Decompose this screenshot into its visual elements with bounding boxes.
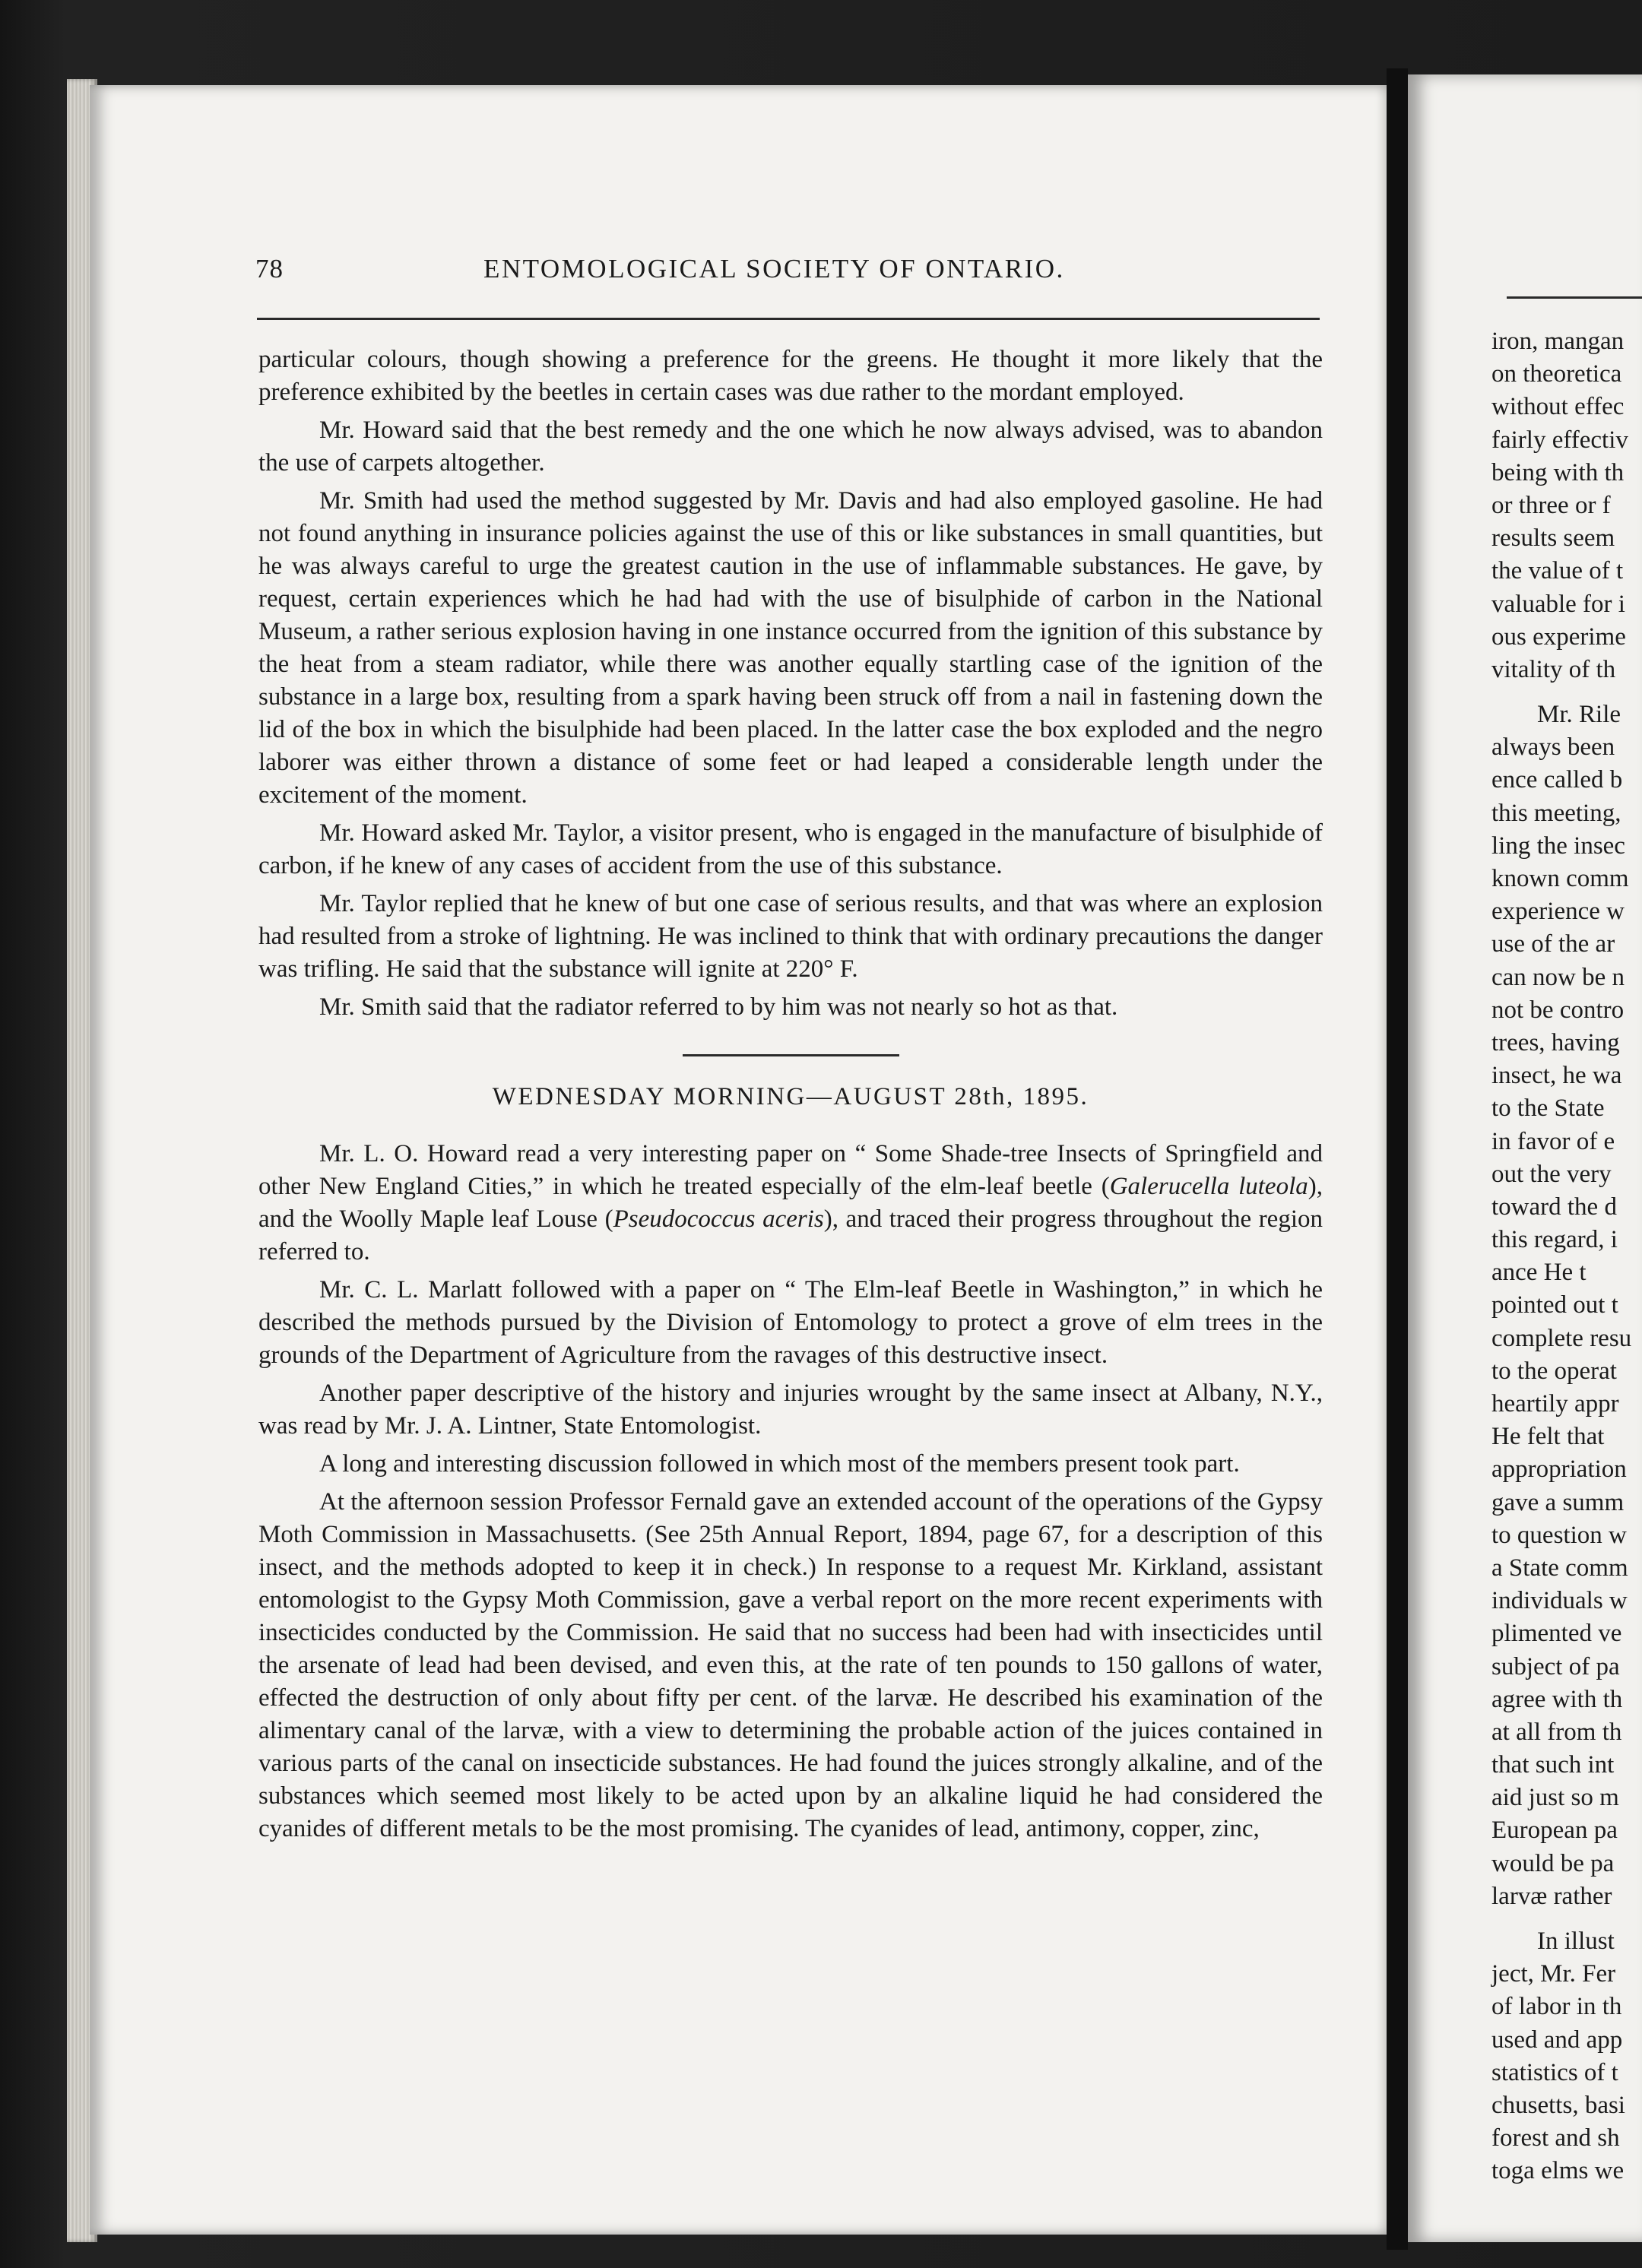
line: complete resu	[1491, 1324, 1632, 1352]
line: in favor of e	[1491, 1127, 1615, 1155]
paragraph-gap	[1491, 686, 1642, 698]
line: plimented ve	[1491, 1620, 1622, 1648]
line: insect, he wa	[1491, 1062, 1622, 1090]
section-title: WEDNESDAY MORNING—AUGUST 28th, 1895.	[492, 1083, 1089, 1110]
text-run: ), and traced their progress throughout the region referred to.	[258, 1205, 1323, 1265]
line: used and app	[1491, 2026, 1623, 2054]
line: vitality of th	[1491, 655, 1616, 683]
right-header-rule	[1507, 296, 1642, 299]
body-text	[258, 344, 1323, 1851]
line: always been	[1491, 733, 1615, 762]
line: on theoretica	[1491, 360, 1622, 388]
bottom-paragraphs	[258, 1138, 1323, 1845]
line: would be pa	[1491, 1849, 1615, 1877]
line: pointed out t	[1491, 1291, 1618, 1319]
line: toward the d	[1491, 1193, 1617, 1221]
text-run: ), and the Woolly Maple leaf Louse (	[258, 1173, 1323, 1233]
paragraph: Mr. Howard said that the best remedy and the one which he now always advised, was to abandon the use of carpets altogether.	[258, 417, 1323, 477]
header-rule	[257, 318, 1320, 320]
line: aid just so m	[1491, 1784, 1619, 1812]
line: results seem	[1491, 524, 1615, 553]
page-header	[255, 254, 1320, 292]
line: at all from th	[1491, 1718, 1622, 1746]
line: the value of t	[1491, 557, 1624, 585]
line: forest and sh	[1491, 2124, 1620, 2152]
line: of labor in th	[1491, 1993, 1622, 2021]
line: or three or f	[1491, 491, 1611, 519]
species-name: Galerucella luteola	[1109, 1173, 1308, 1200]
line: He felt that	[1491, 1423, 1605, 1451]
line: ject, Mr. Fer	[1491, 1960, 1616, 1988]
line: toga elms we	[1491, 2157, 1625, 2185]
line: this regard, i	[1491, 1226, 1618, 1254]
paragraph: particular colours, though showing a preference for the greens. He thought it more likely that the preference exhibited by the beetles in certain cases was due rather to the mordant employed.	[258, 346, 1323, 406]
line: trees, having	[1491, 1028, 1620, 1056]
paragraph: At the afternoon session Professor Fernald gave an extended account of the operations of the Gypsy Moth Commission in Massachusetts. (See 25th Annual Report, 1894, page 67, for a description of this insect, and the methods adopted to keep it in check.) In response to a request Mr. Kirkland, assistant entomologist to the Gypsy Moth Commission, gave a verbal report on the more recent experiments with insecticides conducted by the Commission. He said that no success had been had with insecticides until the arsenate of lead had been devised, and even this, at the rate of ten pounds to 150 gallons of water, effected the destruction of only about fifty per cent. of the larvæ. He described his examination of the alimentary canal of the larvæ, with a view to determining the probable action of the juices contained in various parts of the canal on insecticide substances. He had found the juices strongly alkaline, and of the substances which seemed most likely to be acted upon by an alkaline liquid he had considered the cyanides of different metals to be the most promising. The cyanides of lead, antimony, copper, zinc,	[258, 1488, 1323, 1842]
line: appropriation	[1491, 1456, 1627, 1484]
page-number: 78	[255, 254, 284, 284]
line: without effec	[1491, 393, 1625, 421]
line: European pa	[1491, 1817, 1618, 1845]
paragraph-howard	[258, 1138, 1323, 1269]
species-name: Pseudococcus aceris	[613, 1205, 824, 1233]
line: can now be n	[1491, 963, 1625, 991]
paragraph-gap	[1491, 1913, 1642, 1925]
line: use of the ar	[1491, 930, 1615, 958]
line: being with th	[1491, 458, 1625, 486]
line: iron, mangan	[1491, 328, 1625, 355]
top-paragraphs	[258, 344, 1323, 1024]
line: heartily appr	[1491, 1390, 1619, 1418]
section-separator-rule	[683, 1054, 899, 1056]
book-gutter	[1387, 68, 1408, 2250]
paragraph: Mr. Smith had used the method suggested by Mr. Davis and had also employed gasoline. He had not found anything in insurance policies against the use of this or like substances in small quantities, but he was always careful to urge the greatest caution in the use of inflammable substances. He gave, by request, certain experiences which he had had with the use of bisulphide of carbon in the National Museum, a rather serious explosion having in one instance occurred from the ignition of this substance by the heat from a steam radiator, while there was another equally startling case of the ignition of the substance in a large box, resulting from a spark having been struck off from a nail in fastening down the lid of the box in which the bisulphide had been placed. In the latter case the box exploded and the negro laborer was either thrown a distance of some feet or had leaped a considerable length under the excitement of the moment.	[258, 487, 1323, 809]
right-page-column	[1491, 325, 1642, 2188]
line: known comm	[1491, 865, 1629, 892]
line: subject of pa	[1491, 1652, 1620, 1680]
running-head: ENTOMOLOGICAL SOCIETY OF ONTARIO.	[483, 254, 1065, 284]
line: In illust	[1537, 1927, 1615, 1955]
paragraph: A long and interesting discussion followed in which most of the members present took part.	[319, 1450, 1240, 1478]
line: experience w	[1491, 898, 1625, 926]
right-page	[1408, 74, 1642, 2242]
line: this meeting,	[1491, 799, 1621, 827]
line: to question w	[1491, 1521, 1627, 1549]
line: fairly effectiv	[1491, 426, 1628, 454]
line: agree with th	[1491, 1685, 1623, 1713]
paragraph: Mr. Smith said that the radiator referred to by him was not nearly so hot as that.	[319, 993, 1118, 1021]
line: individuals w	[1491, 1587, 1628, 1615]
paragraph: Mr. C. L. Marlatt followed with a paper on “ The Elm-leaf Beetle in Washington,” in which he described the methods pursued by the Division of Entomology to protect a grove of elm trees in the grounds of the Department of Agriculture from the ravages of this destructive insect.	[258, 1276, 1323, 1369]
line: ling the insec	[1491, 831, 1625, 860]
line: not be contro	[1491, 996, 1625, 1024]
paragraph: Another paper descriptive of the history and injuries wrought by the same insect at Albany, N.Y., was read by Mr. J. A. Lintner, State Entomologist.	[258, 1379, 1323, 1440]
line: valuable for i	[1491, 590, 1625, 618]
paragraph: Mr. Taylor replied that he knew of but one case of serious results, and that was where an explosion had resulted from a stroke of lightning. He was inclined to think that with ordinary precautions the danger was trifling. He said that the substance will ignite at 220° F.	[258, 890, 1323, 983]
line: a State comm	[1491, 1554, 1628, 1582]
line: ance He t	[1491, 1259, 1587, 1287]
line: chusetts, basi	[1491, 2091, 1625, 2119]
line: statistics of t	[1491, 2058, 1618, 2086]
line: ous experime	[1491, 622, 1626, 651]
line: Mr. Rile	[1537, 701, 1621, 729]
line: larvæ rather	[1491, 1882, 1612, 1910]
line: gave a summ	[1491, 1488, 1625, 1516]
line: ence called b	[1491, 766, 1623, 794]
line: that such int	[1491, 1751, 1615, 1779]
line: out the very	[1491, 1160, 1612, 1188]
paragraph: Mr. Howard asked Mr. Taylor, a visitor present, who is engaged in the manufacture of bisulphide of carbon, if he knew of any cases of accident from the use of this substance.	[258, 819, 1323, 879]
line: to the operat	[1491, 1357, 1617, 1385]
line: to the State	[1491, 1094, 1605, 1123]
text-run: Mr. L. O. Howard read a very interesting paper on “ Some Shade-tree Insects of Springfield and other New England Cities,” in which he treated especially of the elm-leaf beetle (	[258, 1140, 1323, 1200]
